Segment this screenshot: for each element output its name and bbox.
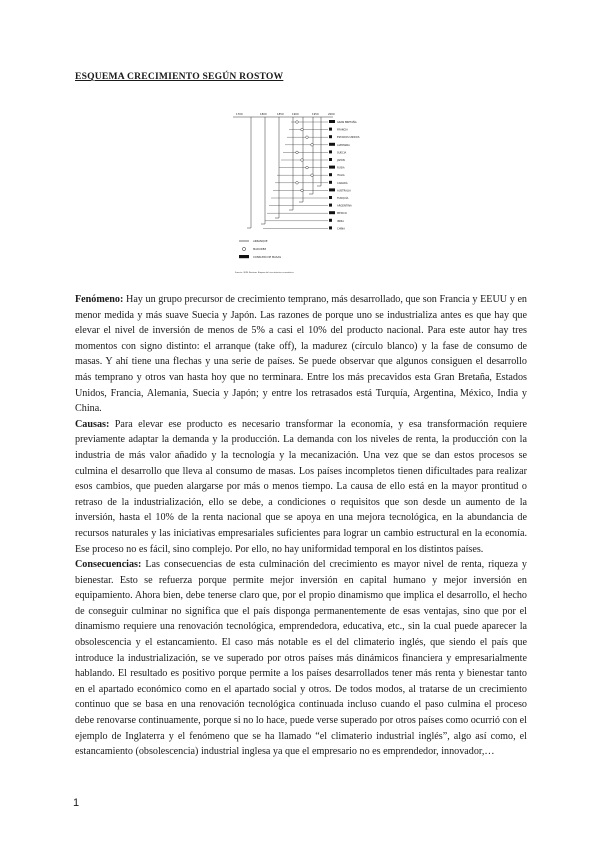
diagram-caption: Fuente: W.W. Rostow, Etapas del crecimiento económico <box>235 272 294 274</box>
diagram-country-label: GRAN BRETAÑA <box>337 121 357 124</box>
diagram-country-label: MÉXICO <box>337 212 347 216</box>
diagram-mass-consumption-bar <box>329 219 332 222</box>
diagram-maturity-circle <box>301 128 304 131</box>
diagram-country-label: CANADÁ <box>337 181 348 185</box>
diagram-mass-consumption-bar <box>329 188 335 191</box>
diagram-maturity-circle <box>296 121 299 124</box>
diagram-mass-consumption-bar <box>329 158 332 161</box>
body-text <box>75 292 527 760</box>
diagram-mass-consumption-bar <box>329 226 332 229</box>
paragraph-text: Hay un grupo precursor de crecimiento temprano, más desarrollado, que son Francia y EEUU y en menor medida y más suave Suecia y Japón. Las razones de porque uno se industrializa antes es que hay que elevar el nivel de inversión de menos de 5% a casi el 10% del producto nacional. Para este autor hay tres momentos con signo distinto: el arranque (take off), la madurez (círculo blanco) y la fase de consumo de masas. Y ahí tiene una flechas y una serie de países. Se puede observar que algunos consiguen el desarrollo más temprano y otros van hasta hoy que no terminara. Entre los más precavidos esta Gran Bretaña, Estados Unidos, Francia, Alemania, Suecia y Japón; y entre los retrasados está Turquía, Argentina, México, India y China. <box>75 294 527 415</box>
legend-circle-swatch <box>242 247 245 250</box>
rostow-growth-diagram <box>231 106 366 276</box>
diagram-year-label: 1950 <box>312 113 319 116</box>
page-number: 1 <box>73 797 80 809</box>
diagram-mass-consumption-bar <box>329 181 332 184</box>
paragraph-text: Para elevar ese producto es necesario transformar la economía, y esa transformación requiere previamente adaptar la demanda y la producción. La demanda con los niveles de renta, la producción con la industria de más valor añadido y la tecnología y la mecanización. Una vez que se dan estos procesos se culmina el desarrollo que lleva al consumo de masas. Los países incompletos tienen dificultades para realizar esos cambios, que pueden alargarse por más o menos tiempo. La causa de ello está en la mayor prontitud o retraso de la industrialización, ello se debe, a condiciones o requisitos que son desde un aumento de la inversión, hasta el 10% de la renta nacional que se apoya en una mejora tecnológica, en la abundancia de recursos naturales y las iniciativas empresariales suficientes para lograr un cambio estructural en la economía. Ese proceso no es fácil, sino complejo. Por ello, no hay uniformidad temporal en los distintos países. <box>75 418 527 555</box>
diagram-country-label: CHINA <box>337 227 345 231</box>
diagram-mass-consumption-bar <box>329 166 335 169</box>
diagram-country-label: JAPÓN <box>337 159 345 162</box>
diagram-mass-consumption-bar <box>329 173 332 176</box>
diagram-country-label: ALEMANIA <box>337 143 350 147</box>
paragraph-causas <box>75 417 527 557</box>
diagram-country-label: AUSTRALIA <box>337 189 351 193</box>
diagram-country-label: INDIA <box>337 219 344 223</box>
diagram-country-label: RUSIA <box>337 166 345 170</box>
diagram-maturity-circle <box>301 159 304 162</box>
diagram-maturity-circle <box>301 189 304 192</box>
diagram-year-label: 1700 <box>236 113 243 116</box>
legend-label: MADUREZ <box>253 248 267 251</box>
diagram-maturity-circle <box>311 144 314 147</box>
diagram-mass-consumption-bar <box>329 128 332 131</box>
diagram-country-label: FRANCIA <box>337 128 348 132</box>
diagram-mass-consumption-bar <box>329 196 332 199</box>
diagram-mass-consumption-bar <box>329 150 332 153</box>
diagram-mass-consumption-bar <box>329 211 335 214</box>
diagram-country-label: TURQUÍA <box>337 197 349 200</box>
diagram-country-label: SUECIA <box>337 151 347 155</box>
legend-label: ARRANQUE <box>253 240 268 243</box>
legend-label: CONSUMO DE MASAS <box>253 256 282 259</box>
diagram-maturity-circle <box>306 166 309 169</box>
diagram-country-label: ESTADOS UNIDOS <box>337 136 360 140</box>
paragraph-text: Las consecuencias de esta culminación del crecimiento es mayor nivel de renta, riqueza y bienestar. Esto se refuerza porque permite mejor inversión en capital humano y mejor inversión en equipamiento. Ahora bien, debe tenerse claro que, por el propio dinamismo que implica el desarrollo, el hecho de conseguir culminar no significa que el país disponga permanentemente de esas ventajas, sino que por el dinamismo requiere una renovación tecnológica, emprendedora, educativa, etc., sin la cual puede aparecer la obsolescencia y el estancamiento. El caso más notable es el del climaterio inglés, que siendo el país que introduce la industrialización, se ve superado por otros países más dinámicos financiera y empresarialmente hablando. El resultado es positivo porque permite a los países desarrollados tener más renta y bienestar tanto en el apartado económico como en el apartado social y otros. De todos modos, al tratarse de un crecimiento continuo que se basa en una renovación tecnológica continuada incluso cuando el paso culmina el proceso debe renovarse continuamente, porque si no lo hace, puede verse superado por otros países como ocurrió con el ejemplo de Inglaterra y el fenómeno que se ha llamado “el climaterio industrial inglés”, algo así como, el estancamiento (obsolescencia) industrial inglesa ya que el empresario no es emprendedor, innovador,… <box>75 559 527 758</box>
paragraph-label: Fenómeno: <box>75 294 124 305</box>
paragraph-label: Causas: <box>75 418 110 430</box>
diagram-country-label: ARGENTINA <box>337 204 352 208</box>
diagram-mass-consumption-bar <box>329 120 335 123</box>
paragraph-label: Consecuencias: <box>75 559 142 571</box>
diagram-maturity-circle <box>296 151 299 154</box>
diagram-year-label: 1900 <box>292 113 299 116</box>
diagram-maturity-circle <box>296 182 299 185</box>
document-title: ESQUEMA CRECIMIENTO SEGÚN ROSTOW <box>75 71 284 82</box>
diagram-year-label: 2000 <box>328 113 335 116</box>
diagram-maturity-circle <box>311 174 314 177</box>
diagram-mass-consumption-bar <box>329 135 332 138</box>
diagram-maturity-circle <box>306 136 309 139</box>
paragraph-fenomeno <box>75 292 527 417</box>
diagram-year-label: 1850 <box>277 113 284 116</box>
diagram-mass-consumption-bar <box>329 204 332 207</box>
diagram-year-label: 1800 <box>260 113 267 116</box>
diagram-country-label: ITALIA <box>337 174 345 178</box>
diagram-mass-consumption-bar <box>329 143 335 146</box>
legend-bar-swatch <box>239 255 249 258</box>
paragraph-consecuencias <box>75 557 527 760</box>
